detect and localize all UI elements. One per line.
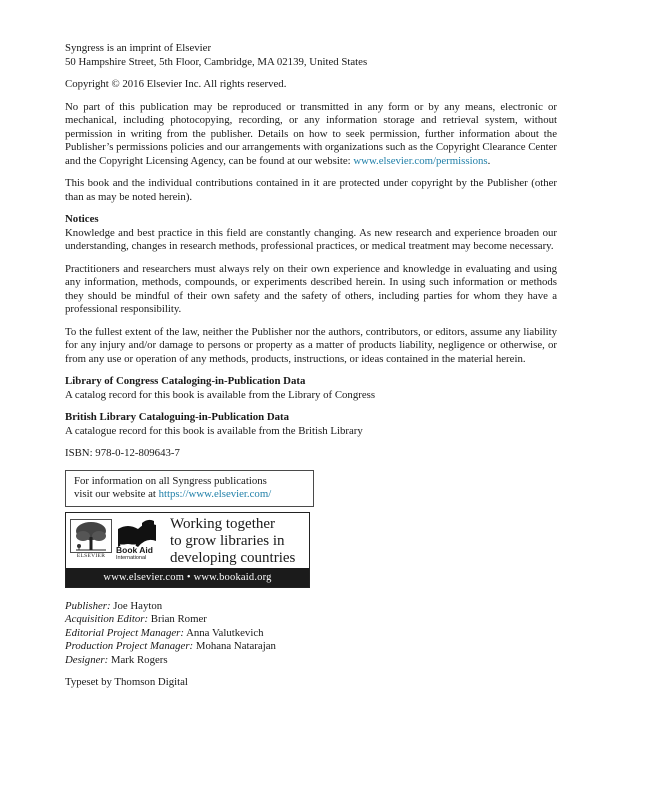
loc-text: A catalog record for this book is available from the Library of Congress bbox=[65, 388, 376, 401]
info-box-prefix: visit our website at bbox=[74, 488, 159, 500]
rights-text: No part of this publication may be reproduced or transmitted in any form or by any means, electronic or mechanical, including photocopying, recording, or any information storage and retrieval system, without permission in writing from the publisher. Details on how to seek permission, further information about the Publisher’s permissions policies and our arrangements with organizations such as the Copyright Clearance Center and the Copyright Licensing Agency, can be found at our website: bbox=[65, 100, 557, 167]
credit-role: Editorial Project Manager: bbox=[65, 626, 184, 639]
banner-footer: www.elsevier.com • www.bookaid.org bbox=[66, 568, 309, 587]
info-box-line-2 bbox=[74, 488, 305, 502]
slogan-line-2: to grow libraries in bbox=[170, 532, 285, 549]
notices-paragraph-3: To the fullest extent of the law, neither the Publisher nor the authors, contributors, or editors, assume any liability for any injury and/or damage to persons or property as a matter of products liability, negligence or otherwise, or from any use or operation of any methods, products, instructions, or ideas contained in the material herein. bbox=[65, 325, 557, 365]
elsevier-website-link[interactable]: https://www.elsevier.com/ bbox=[158, 488, 272, 500]
notices-heading: Notices bbox=[65, 213, 99, 225]
publisher-address: 50 Hampshire Street, 5th Floor, Cambridge, MA 02139, United States bbox=[65, 55, 368, 68]
banner-logos bbox=[66, 513, 309, 569]
bl-text: A catalogue record for this book is available from the British Library bbox=[65, 424, 363, 437]
imprint-line: Syngress is an imprint of Elsevier bbox=[65, 42, 212, 54]
copyright-page bbox=[65, 42, 557, 699]
credit-role: Publisher: bbox=[65, 599, 111, 612]
book-aid-name: Book Aid bbox=[116, 544, 153, 555]
slogan-line-1: Working together bbox=[170, 515, 276, 532]
credit-editorial-project-manager bbox=[65, 627, 557, 641]
credit-designer bbox=[65, 654, 557, 668]
book-aid-banner bbox=[65, 512, 310, 588]
copyright-notice: Copyright © 2016 Elsevier Inc. All rights reserved. bbox=[65, 78, 287, 90]
rights-end: . bbox=[487, 154, 491, 167]
credit-role: Production Project Manager: bbox=[65, 640, 194, 652]
credit-name: Brian Romer bbox=[150, 613, 207, 625]
slogan-line-3: developing countries bbox=[170, 549, 296, 566]
credit-acquisition-editor bbox=[65, 613, 557, 627]
typeset-credit: Typeset by Thomson Digital bbox=[65, 676, 188, 688]
credit-publisher bbox=[65, 600, 557, 614]
isbn: ISBN: 978-0-12-809643-7 bbox=[65, 447, 180, 459]
credit-role: Acquisition Editor: bbox=[65, 613, 149, 625]
info-box-line-1: For information on all Syngress publications bbox=[74, 474, 267, 487]
loc-heading: Library of Congress Cataloging-in-Publication Data bbox=[65, 375, 306, 387]
credit-name: Mark Rogers bbox=[110, 653, 168, 666]
credit-name: Mohana Natarajan bbox=[195, 640, 276, 652]
info-box bbox=[65, 470, 314, 507]
book-aid-subtitle: International bbox=[116, 554, 147, 561]
banner-slogan bbox=[170, 516, 308, 567]
credits-list bbox=[65, 600, 557, 668]
notices-paragraph-1: Knowledge and best practice in this field are constantly changing. As new research and experience broaden our understanding, changes in research methods, professional practices, or medical treatment may become necessary. bbox=[65, 226, 557, 252]
book-aid-logo-icon bbox=[116, 519, 164, 549]
credit-name: Anna Valutkevich bbox=[186, 626, 264, 639]
elsevier-logo-text: ELSEVIER bbox=[76, 552, 106, 559]
credit-role: Designer: bbox=[65, 653, 109, 666]
notices-paragraph-2: Practitioners and researchers must always rely on their own experience and knowledge in evaluating and using any information, methods, compounds, or experiments described herein. In using such information or methods they should be mindful of their own safety and the safety of others, including parties for whom they have a professional responsibility. bbox=[65, 262, 557, 315]
rights-paragraph bbox=[65, 101, 557, 169]
permissions-link[interactable]: www.elsevier.com/permissions bbox=[353, 154, 488, 167]
credit-name: Joe Hayton bbox=[113, 599, 163, 612]
bl-heading: British Library Cataloguing-in-Publication Data bbox=[65, 411, 290, 423]
protection-paragraph: This book and the individual contributions contained in it are protected under copyright by the Publisher (other than as may be noted herein). bbox=[65, 177, 557, 203]
credit-production-project-manager bbox=[65, 640, 557, 654]
